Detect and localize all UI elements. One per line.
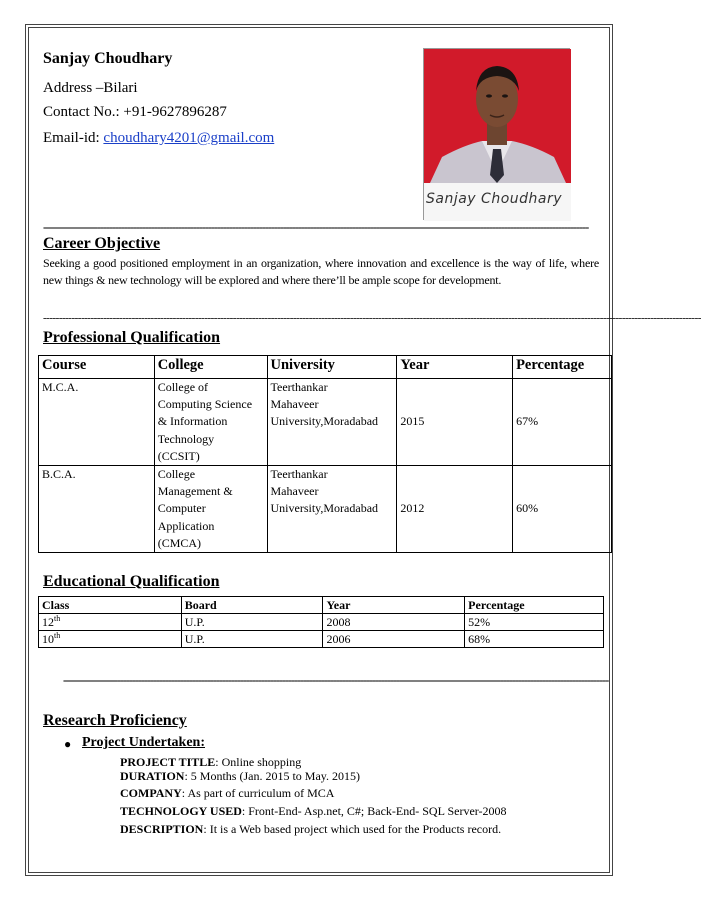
project-title-line bbox=[120, 755, 301, 770]
percentage-cell: 68% bbox=[465, 631, 604, 648]
col-class: Class bbox=[39, 597, 182, 614]
college-line: Computer bbox=[157, 501, 206, 516]
university-line: University,Moradabad bbox=[270, 414, 379, 429]
year-cell: 2008 bbox=[323, 614, 465, 631]
college-cell bbox=[154, 379, 267, 466]
college-line: & Information bbox=[157, 414, 228, 429]
board-cell: U.P. bbox=[181, 631, 323, 648]
project-undertaken-heading: Project Undertaken: bbox=[82, 735, 205, 750]
contact-number: Contact No.: +91-9627896287 bbox=[43, 104, 227, 120]
year-cell: 2012 bbox=[397, 466, 513, 553]
col-college: College bbox=[154, 356, 267, 379]
class-suffix: th bbox=[54, 614, 61, 623]
percentage-cell: 52% bbox=[465, 614, 604, 631]
col-university: University bbox=[267, 356, 397, 379]
separator-education: -------------------------------------------------------------------------------------------------------------------------------------------------------------------------------------- bbox=[63, 673, 609, 687]
col-course: Course bbox=[39, 356, 155, 379]
college-line: Management & bbox=[157, 484, 233, 499]
table-header-row bbox=[39, 597, 604, 614]
project-company-label: COMPANY bbox=[120, 786, 182, 800]
table-row bbox=[39, 614, 604, 631]
career-objective-text: Seeking a good positioned employment in an organization, where innovation and excellence is the way of life, where new things & new technology will be explored and where there’ll be ample scope for development. bbox=[43, 256, 599, 287]
educational-qualification-table bbox=[38, 596, 604, 648]
project-duration-line bbox=[120, 769, 360, 784]
col-percentage: Percentage bbox=[465, 597, 604, 614]
class-number: 10 bbox=[42, 632, 54, 646]
table-row bbox=[39, 466, 612, 553]
university-line: University,Moradabad bbox=[270, 501, 379, 516]
profile-photo bbox=[423, 48, 570, 220]
address: Address –Bilari bbox=[43, 80, 138, 96]
percentage-cell: 60% bbox=[513, 466, 612, 553]
college-line: (CCSIT) bbox=[157, 448, 200, 463]
course-cell: M.C.A. bbox=[39, 379, 155, 466]
bullet-icon: ● bbox=[64, 737, 72, 751]
university-cell bbox=[267, 466, 397, 553]
candidate-name: Sanjay Choudhary bbox=[43, 50, 173, 67]
professional-qualification-heading: Professional Qualification bbox=[43, 329, 221, 346]
project-description-value: : It is a Web based project which used for the Products record. bbox=[203, 822, 502, 836]
separator-objective: ---------------------------------------------------------------------------------------------------------------------------------------------------------------------------------------------------------------- bbox=[43, 312, 701, 324]
year-cell: 2015 bbox=[397, 379, 513, 466]
project-description-label: DESCRIPTION bbox=[120, 822, 204, 836]
university-cell bbox=[267, 379, 397, 466]
email-line bbox=[43, 130, 274, 147]
percentage-cell: 67% bbox=[513, 379, 612, 466]
educational-qualification-heading: Educational Qualification bbox=[43, 573, 220, 590]
table-header-row bbox=[39, 356, 612, 379]
college-line: Computing Science bbox=[157, 397, 253, 412]
col-percentage: Percentage bbox=[513, 356, 612, 379]
email-link[interactable]: choudhary4201@gmail.com bbox=[103, 130, 275, 146]
university-line: Teerthankar bbox=[270, 467, 328, 482]
email-label: Email-id: bbox=[43, 130, 100, 146]
separator-top: -------------------------------------------------------------------------------------------------------------------------------------------------------------------------------------- bbox=[43, 220, 589, 234]
college-line: Application bbox=[157, 518, 215, 533]
college-line: Technology bbox=[157, 431, 215, 446]
col-board: Board bbox=[181, 597, 323, 614]
class-cell bbox=[39, 614, 182, 631]
professional-qualification-table bbox=[38, 355, 612, 553]
project-description-line bbox=[120, 822, 501, 837]
project-duration-value: : 5 Months (Jan. 2015 to May. 2015) bbox=[184, 769, 360, 783]
table-row bbox=[39, 631, 604, 648]
college-line: (CMCA) bbox=[157, 535, 202, 550]
project-title-label: PROJECT TITLE bbox=[120, 755, 216, 769]
class-number: 12 bbox=[42, 615, 54, 629]
project-title-value: : Online shopping bbox=[215, 755, 302, 769]
project-duration-label: DURATION bbox=[120, 769, 185, 783]
research-proficiency-heading: Research Proficiency bbox=[43, 712, 187, 729]
project-company-line bbox=[120, 786, 334, 801]
col-year: Year bbox=[397, 356, 513, 379]
university-line: Teerthankar bbox=[270, 380, 328, 394]
year-cell: 2006 bbox=[323, 631, 465, 648]
project-technology-label: TECHNOLOGY USED bbox=[120, 804, 242, 818]
college-cell bbox=[154, 466, 267, 553]
university-line: Mahaveer bbox=[270, 397, 319, 412]
table-row bbox=[39, 379, 612, 466]
project-technology-line bbox=[120, 804, 507, 819]
course-cell: B.C.A. bbox=[39, 466, 155, 553]
class-suffix: th bbox=[54, 631, 61, 640]
college-line: College of bbox=[157, 380, 209, 394]
photo-signature: Sanjay Choudhary bbox=[426, 191, 563, 207]
university-line: Mahaveer bbox=[270, 484, 319, 499]
project-technology-value: : Front-End- Asp.net, C#; Back-End- SQL Server-2008 bbox=[241, 804, 507, 818]
col-year: Year bbox=[323, 597, 465, 614]
project-company-value: : As part of curriculum of MCA bbox=[181, 786, 335, 800]
career-objective-heading: Career Objective bbox=[43, 235, 161, 252]
college-line: College bbox=[157, 467, 196, 482]
board-cell: U.P. bbox=[181, 614, 323, 631]
class-cell bbox=[39, 631, 182, 648]
